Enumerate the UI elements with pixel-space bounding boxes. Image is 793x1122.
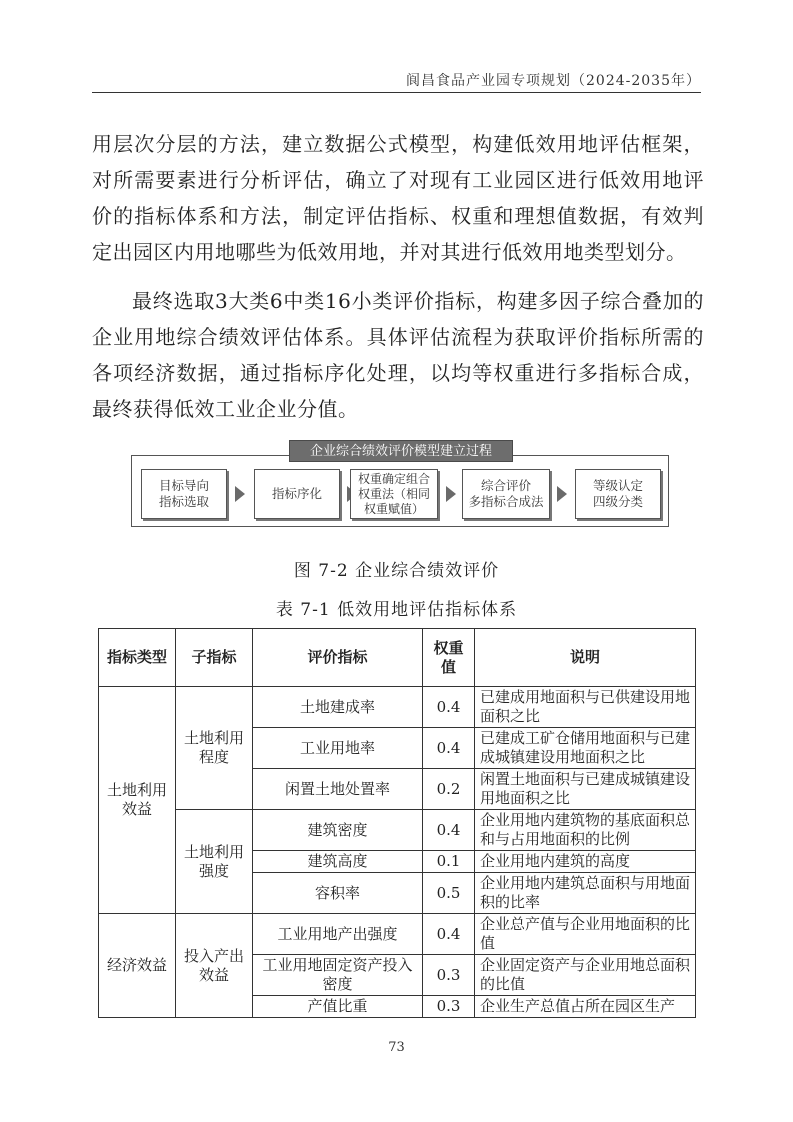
flow-step-1 (141, 469, 227, 519)
indicator-cell: 土地建成率 (253, 687, 423, 728)
figure-caption: 图 7-2 企业综合绩效评价 (293, 561, 500, 581)
flow-step-4 (462, 469, 550, 519)
desc-cell: 企业用地内建筑物的基底面积总和与占用地面积的比例 (475, 810, 696, 851)
body-paragraph: 用层次分层的方法，建立数据公式模型，构建低效用地评估框架，对所需要素进行分析评估，确立了对现有工业园区进行低效用地评价的指标体系和方法，制定评估指标、权重和理想值数据，有效判定出园区内用地哪些为低效用地，并对其进行低效用地类型划分。 (92, 132, 704, 264)
running-header: 阆昌食品产业园专项规划（2024-2035年） (406, 73, 701, 89)
weight-cell: 0.4 (423, 810, 475, 851)
table-caption: 表 7-1 低效用地评估指标体系 (275, 600, 518, 620)
arrow-right-icon (557, 486, 567, 502)
weight-cell: 0.5 (423, 873, 475, 914)
header-indicator: 评价指标 (253, 629, 423, 687)
desc-cell: 已建成工矿仓储用地面积与已建成城镇建设用地面积之比 (475, 728, 696, 769)
flow-step-label: 权重确定组合 权重法（相同 权重赋值） (357, 471, 430, 516)
desc-cell: 已建成用地面积与已供建设用地面积之比 (475, 687, 696, 728)
table-row (99, 810, 696, 851)
page-number: 73 (388, 1040, 405, 1055)
subgroup-cell: 土地利用强度 (176, 810, 253, 914)
flow-step-5 (575, 469, 661, 519)
desc-cell: 企业用地内建筑的高度 (475, 851, 696, 873)
flow-step-label: 指标序化 (271, 486, 322, 501)
weight-cell: 0.2 (423, 769, 475, 810)
weight-cell: 0.4 (423, 687, 475, 728)
indicator-cell: 工业用地固定资产投入密度 (253, 955, 423, 996)
desc-cell: 企业生产总值占所在园区生产 (475, 996, 696, 1018)
weight-cell: 0.3 (423, 955, 475, 996)
indicator-cell: 工业用地产出强度 (253, 914, 423, 955)
subgroup-cell: 投入产出效益 (176, 914, 253, 1018)
indicator-cell: 建筑高度 (253, 851, 423, 873)
indicator-cell: 容积率 (253, 873, 423, 914)
desc-cell: 企业固定资产与企业用地总面积的比值 (475, 955, 696, 996)
flow-step-label: 综合评价 多指标合成法 (468, 478, 544, 509)
flow-step-3 (350, 469, 438, 519)
desc-cell: 闲置土地面积与已建成城镇建设用地面积之比 (475, 769, 696, 810)
arrow-right-icon (235, 486, 245, 502)
weight-cell: 0.3 (423, 996, 475, 1018)
weight-cell: 0.4 (423, 914, 475, 955)
header-desc: 说明 (475, 629, 696, 687)
group-cell: 经济效益 (99, 914, 176, 1018)
weight-cell: 0.1 (423, 851, 475, 873)
group-cell: 土地利用效益 (99, 687, 176, 914)
header-sub: 子指标 (176, 629, 253, 687)
indicator-cell: 闲置土地处置率 (253, 769, 423, 810)
header-weight: 权重值 (423, 629, 475, 687)
table-row (99, 914, 696, 955)
indicator-table (98, 628, 696, 1018)
flow-step-2 (254, 469, 340, 519)
indicator-cell: 工业用地率 (253, 728, 423, 769)
indicator-cell: 建筑密度 (253, 810, 423, 851)
header-rule (92, 92, 701, 93)
arrow-right-icon (446, 486, 456, 502)
flow-diagram-title: 企业综合绩效评价模型建立过程 (289, 440, 513, 462)
body-paragraph: 最终选取3大类6中类16小类评价指标，构建多因子综合叠加的企业用地综合绩效评估体系。具体评估流程为获取评价指标所需的各项经济数据，通过指标序化处理，以均等权重进行多指标合成，最终获得低效工业企业分值。 (92, 289, 704, 421)
indicator-cell: 产值比重 (253, 996, 423, 1018)
table-header-row (99, 629, 696, 687)
desc-cell: 企业总产值与企业用地面积的比值 (475, 914, 696, 955)
header-type: 指标类型 (99, 629, 176, 687)
table-row (99, 687, 696, 728)
weight-cell: 0.4 (423, 728, 475, 769)
subgroup-cell: 土地利用程度 (176, 687, 253, 810)
flow-step-label: 目标导向 指标选取 (158, 478, 209, 509)
desc-cell: 企业用地内建筑总面积与用地面积的比率 (475, 873, 696, 914)
flow-step-label: 等级认定 四级分类 (592, 478, 643, 509)
